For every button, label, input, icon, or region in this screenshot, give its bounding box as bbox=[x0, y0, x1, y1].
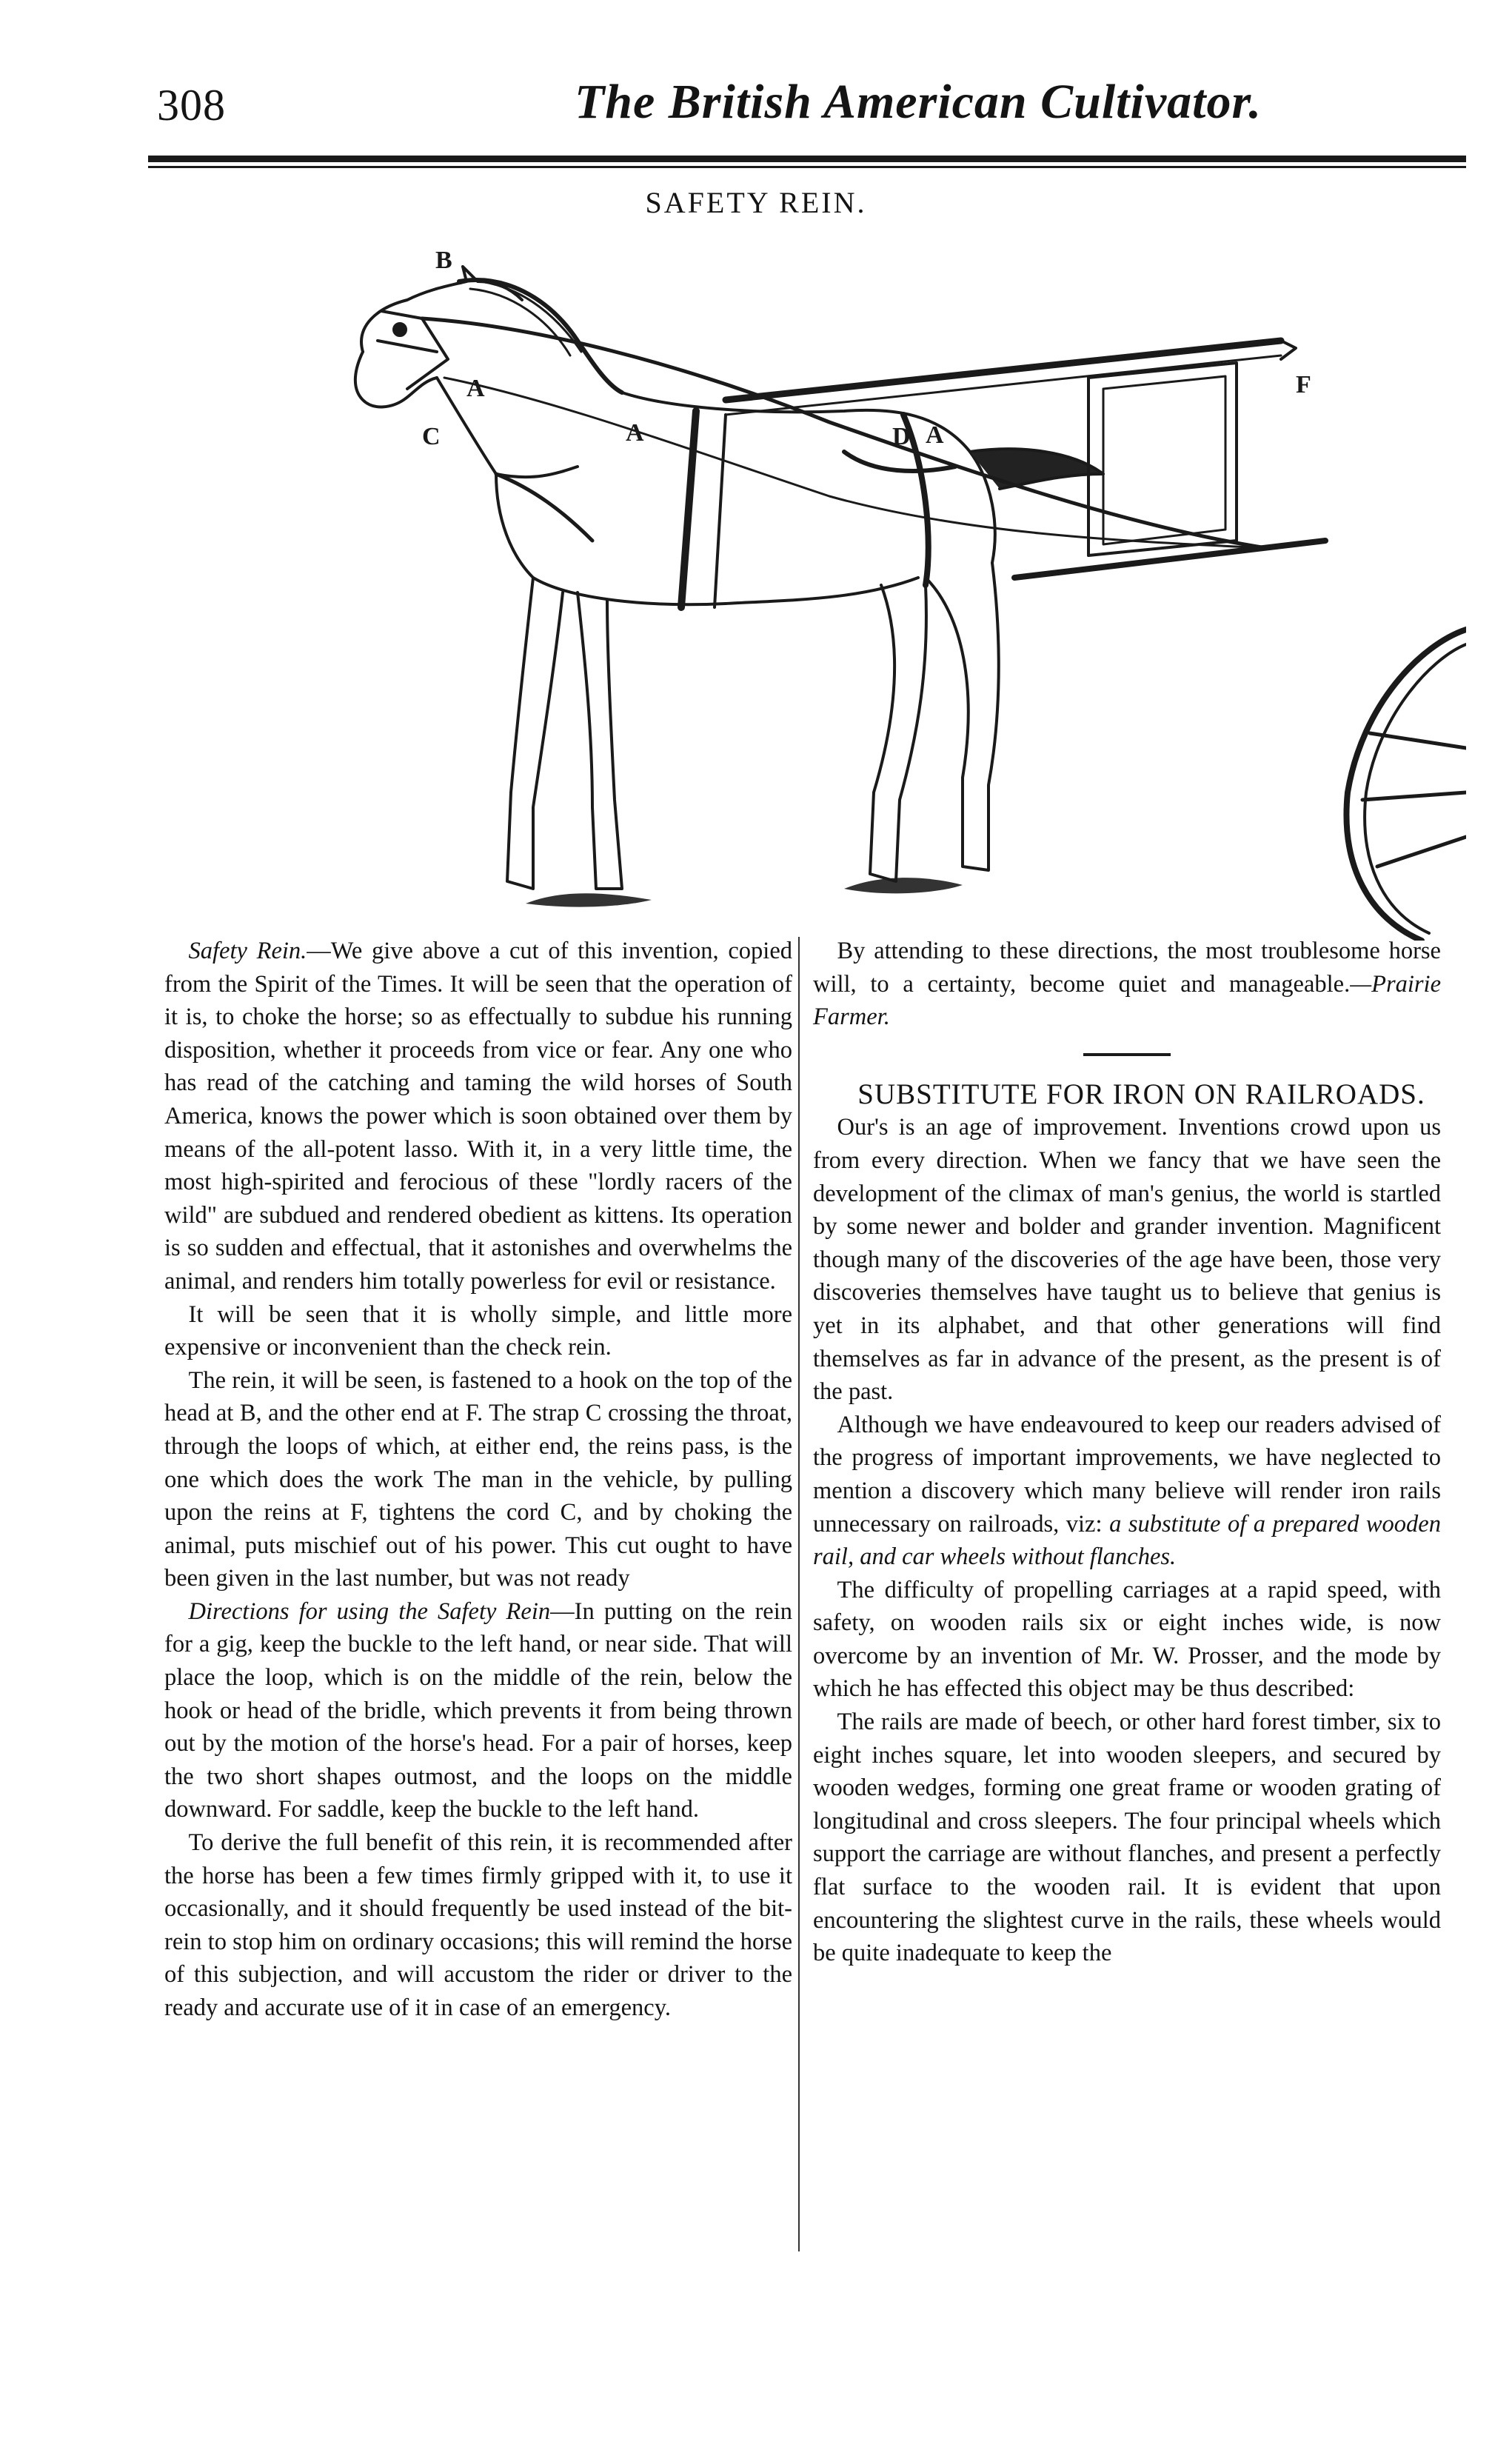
page-number: 308 bbox=[157, 81, 226, 130]
label-f: F bbox=[1296, 371, 1311, 398]
safety-rein-p1-text: —We give above a cut of this invention, copied from the Spirit of the Times. It will be seen that the operation of it is, to choke the horse; so as effectually to subdue his running disposition, whether it proceeds from vice or fear. Any one who has read of the catching and taming the wild horses of South America, knows the power which is soon obtained over them by means of the all-potent lasso. With it, in a very little time, the most high-spirited and ferocious of these "lordly racers of the wild" are subdued and rendered obedient as kittens. Its operation is so sudden and effectual, that it astonishes and overwhelms the animal, and renders him totally powerless for evil or resistance. bbox=[164, 938, 792, 1295]
substitute-p2-text: Although we have endeavoured to keep our readers advised of the progress of important improvements, we have neglected to mention a discovery which many believe will render iron rails unnecessary on railroads, viz: bbox=[813, 1411, 1441, 1537]
substitute-paragraph-3: The difficulty of propelling carriages at a rapid speed, with safety, on wooden rails six or eight inches wide, is now overcome by an invention of Mr. W. Prosser, and the mode by which he has effected this object may be thus described: bbox=[813, 1576, 1441, 1703]
label-a-neck: A bbox=[466, 375, 485, 402]
safety-rein-paragraph-5: To derive the full benefit of this rein, it is recommended after the horse has been a few times firmly gripped with it, to use it occasionally, and it should frequently be used instead of the bit-rein to stop him on ordinary occasions; this will remind the horse of this subjection, and will accustom the rider or driver to the ready and accurate use of it in case of an emergency. bbox=[164, 1829, 792, 2021]
label-a-hip: A bbox=[926, 421, 944, 449]
left-column bbox=[164, 935, 792, 2025]
safety-rein-run-in: Safety Rein. bbox=[188, 938, 307, 964]
label-c: C bbox=[422, 423, 441, 450]
safety-rein-illustration bbox=[311, 230, 1466, 941]
source-credit: —Prairie Farmer. bbox=[813, 970, 1441, 1031]
label-b: B bbox=[435, 247, 452, 274]
substitute-paragraph-2 bbox=[813, 1409, 1441, 1574]
right-column bbox=[813, 935, 1441, 1970]
substitute-paragraph-1: Our's is an age of improvement. Inventions crowd upon us from every direction. When we fancy that we have seen the development of the climax of man's genius, the world is startled by some newer and bolder and grander invention. Magnificent though many of the discoveries of the age have been, those very discoveries themselves have taught us to believe that genius is yet in its alphabet, and that other generations will find themselves as far in advance of the present, as the present is of the past. bbox=[813, 1114, 1441, 1406]
journal-title: The British American Cultivator. bbox=[574, 75, 1262, 129]
figure-title: SAFETY REIN. bbox=[645, 186, 867, 219]
safety-rein-paragraph-2: It will be seen that it is wholly simple, and little more expensive or inconvenient than the check rein. bbox=[164, 1301, 792, 1361]
article-separator-rule bbox=[1083, 1053, 1171, 1056]
label-a-girth: A bbox=[626, 419, 644, 447]
safety-rein-p6-text: By attending to these directions, the most troublesome horse will, to a certainty, become quiet and manageable. bbox=[813, 938, 1441, 998]
safety-rein-paragraph-3: The rein, it will be seen, is fastened to a hook on the top of the head at B, and the other end at F. The strap C crossing the throat, through the loops of which, at either end, the reins pass, is the one which does the work The man in the vehicle, by pulling upon the reins at F, tightens the cord C, and by choking the animal, puts mischief out of his power. This cut ought to have been given in the last number, but was not ready bbox=[164, 1366, 792, 1592]
substitute-p2-emphasis: a substitute of a prepared wooden rail, and car wheels without flanches. bbox=[813, 1510, 1441, 1571]
safety-rein-p4-text: —In putting on the rein for a gig, keep the buckle to the left hand, or near side. That will place the loop, which is on the middle of the rein, below the hook or head of the bridle, which prevents it from being thrown out by the motion of the horse's head. For a pair of horses, keep the two short shapes outmost, and the loops on the middle downward. For saddle, keep the buckle to the left hand. bbox=[164, 1597, 792, 1823]
substitute-paragraph-4: The rails are made of beech, or other hard forest timber, six to eight inches square, let into wooden sleepers, and secured by wooden wedges, forming one great frame or wooden grating of longitudinal and cross sleepers. The four principal wheels which support the carriage are without flanches, and present a perfectly flat surface to the wooden rail. It is evident that upon encountering the slightest curve in the rails, these wheels would be quite inadequate to keep the bbox=[813, 1709, 1441, 1967]
column-divider bbox=[798, 937, 800, 2251]
header-rule-thin bbox=[148, 166, 1466, 168]
header-rule-thick bbox=[148, 156, 1466, 162]
substitute-heading: SUBSTITUTE FOR IRON ON RAILROADS. bbox=[857, 1078, 1425, 1110]
safety-rein-paragraph-1 bbox=[164, 935, 792, 1298]
label-d: D bbox=[892, 423, 911, 450]
directions-run-in: Directions for using the Safety Rein bbox=[188, 1597, 551, 1625]
safety-rein-paragraph-6 bbox=[813, 935, 1441, 1034]
safety-rein-paragraph-4 bbox=[164, 1595, 792, 1826]
